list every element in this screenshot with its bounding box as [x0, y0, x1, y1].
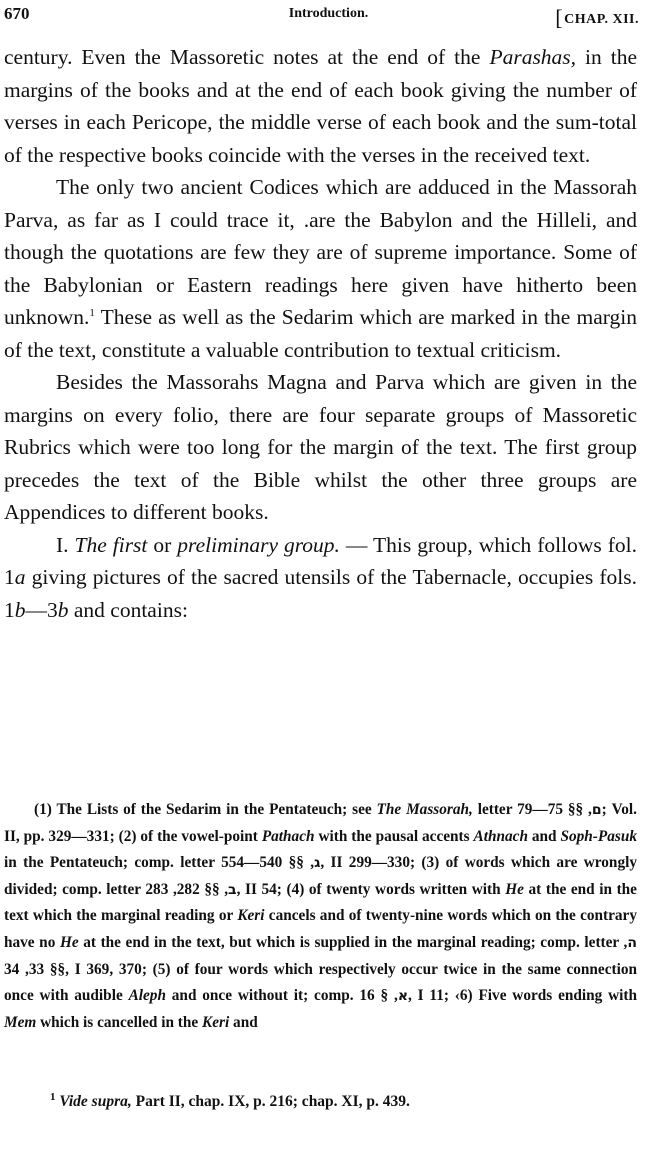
list-section: [4, 797, 637, 1036]
italic-term: preliminary group.: [177, 532, 340, 557]
running-head: Introduction.: [288, 6, 369, 21]
text-run: and contains:: [68, 597, 188, 622]
italic-term: b: [57, 597, 69, 622]
italic-term: Parashas,: [489, 45, 577, 69]
italic-term: He: [59, 933, 79, 951]
footnote-number: 1: [50, 1090, 56, 1103]
chapter-reference: [555, 3, 639, 29]
hebrew-letter: ם: [591, 802, 602, 818]
text-run: , §§ 282, 283, II 54; (4) of twenty words written with: [145, 880, 506, 898]
italic-term: He: [505, 880, 524, 898]
text-run: at the end in the text, but which is supplied in the marginal reading; comp. letter: [78, 933, 624, 951]
text-run: (1) The Lists of the Sedarim in the Pentateuch; see: [34, 801, 377, 818]
italic-term: Pathach: [261, 827, 315, 845]
text-run: which is cancelled in the: [36, 1013, 203, 1031]
text-run: —3: [25, 597, 58, 622]
text-run: and: [229, 1013, 258, 1031]
paragraph-continuation: [4, 41, 637, 171]
text-run: at the end in the text which the marginal reading or: [4, 880, 637, 925]
italic-term: Keri: [202, 1013, 230, 1031]
page-number: 670: [4, 4, 30, 23]
paragraph-massorahs: Besides the Massorahs Magna and Parva which are given in the margins on every folio, there are four separate groups of Massoretic Rubrics which were too long for the margin of the text. The first group precedes the text of the Bible whilst the other three groups are Appendices to different books.: [4, 370, 637, 524]
italic-term: Keri: [237, 907, 265, 925]
italic-term: Mem: [4, 1013, 37, 1031]
text-run: in the Pentateuch; comp. letter: [4, 854, 222, 872]
text-run: , § 16, I 11; ‹6) Five words ending with: [359, 987, 638, 1005]
italic-term: Vide supra,: [59, 1093, 132, 1110]
rubric-list-paragraph: [4, 797, 637, 1036]
text-run: , §§ 75—79; Vol. II, pp. 329—331; (2) of the vowel-point: [4, 801, 637, 845]
paragraph-first-group: [4, 529, 637, 627]
italic-term: b: [14, 597, 26, 622]
text-run: and: [527, 827, 561, 845]
text-run: I.: [56, 532, 75, 557]
italic-term: Athnach: [473, 827, 528, 845]
chapter-bracket: [: [555, 5, 564, 30]
hebrew-letter: ב: [228, 881, 237, 898]
italic-term: Aleph: [128, 987, 166, 1005]
italic-term: Soph-Pasuk: [560, 827, 638, 845]
text-run: , §§ 540—554, II 299—330; (3) of words which are wrongly divided; comp. letter: [4, 854, 637, 898]
italic-term: The first: [74, 532, 148, 557]
italic-term: The Massorah,: [376, 801, 473, 818]
hebrew-letter: ג: [314, 855, 321, 872]
text-run: and once without it; comp.: [165, 987, 360, 1005]
text-run: The only two ancient Codices which are adduced in the Massorah Parva, as far as I could trace it, .are the Babylon and the Hilleli, and though the quotations are few they are of supreme importance. Some of the Babylonian or Eastern readings here given have hitherto been unknown.: [4, 175, 637, 329]
text-run: letter: [472, 801, 518, 818]
text-run: with the pausal accents: [314, 827, 474, 845]
italic-term: a: [14, 565, 26, 589]
hebrew-letter: ה: [627, 934, 637, 951]
text-run: in the margins of the books and at the end of each book giving the number of verses in each Pericope, the middle verse of each book and the sum-total of the respective books coincide with the verses in the received text.: [4, 45, 637, 167]
text-run: giving pictures of the sacred utensils of the Tabernacle, occupies fols. 1: [4, 565, 637, 622]
text-run: — This group, which follows fol. 1: [4, 532, 637, 589]
text-run: These as well as the Sedarim which are marked in the margin of the text, constitute a valuable contribution to textual criticism.: [4, 305, 637, 362]
footnote: [50, 1090, 630, 1111]
page-header: [0, 2, 657, 28]
text-run: century. Even the Massoretic notes at the end of the: [4, 45, 490, 69]
text-run: cancels and of twenty-nine words which on the contrary have no: [4, 907, 638, 951]
hebrew-letter: א: [397, 988, 409, 1005]
footnote-text: Part II, chap. IX, p. 216; chap. XI, p. 439.: [131, 1093, 410, 1110]
text-run: , §§ 33, 34, I 369, 370; (5) of four words which respectively occur twice in the same connection once with audible: [4, 933, 638, 1005]
paragraph-codices: [4, 171, 637, 366]
chapter-label: CHAP. XII.: [564, 12, 639, 27]
footnote-marker: 1: [89, 306, 95, 319]
text-run: or: [147, 532, 178, 557]
main-text: [4, 41, 637, 626]
